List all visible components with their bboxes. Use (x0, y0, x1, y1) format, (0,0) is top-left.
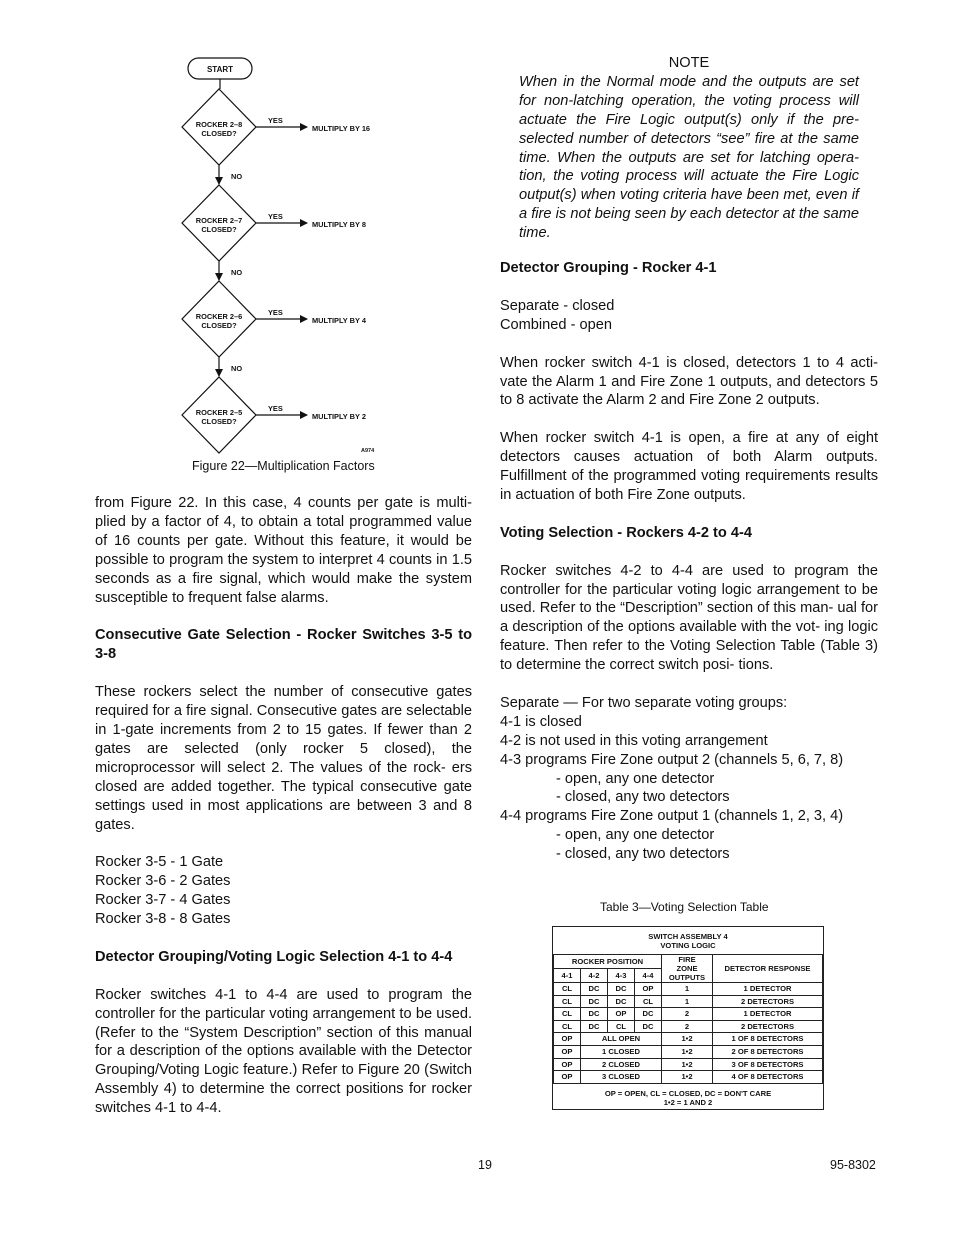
table-row (554, 1071, 823, 1084)
decision-label: ROCKER 2–7 (195, 216, 243, 225)
yes-label: YES (268, 212, 283, 221)
separate-closed: Separate - closed (500, 297, 615, 314)
detector-response-cell: 1 OF 8 DETECTORS (713, 1033, 823, 1046)
rocker-cell: DC (581, 995, 608, 1008)
result-label: MULTIPLY BY 16 (312, 124, 371, 133)
decision-label: ROCKER 2–6 (195, 312, 243, 321)
voting-list-item: 4-3 programs Fire Zone output 2 (channels 5, 6, 7, 8) (500, 751, 844, 768)
decision-label: CLOSED? (201, 225, 237, 234)
result-label: MULTIPLY BY 2 (312, 412, 366, 421)
detector-response-cell: 2 OF 8 DETECTORS (713, 1045, 823, 1058)
fire-zone-cell: 2 (662, 1008, 713, 1021)
fire-zone-cell: 1•2 (662, 1071, 713, 1084)
rocker-cell: OP (554, 1058, 581, 1071)
rocker-column-header: 4-1 (554, 969, 581, 983)
table-row (554, 1008, 823, 1021)
decision-label: CLOSED? (201, 129, 237, 138)
rocker-column-header: 4-2 (581, 969, 608, 983)
note-box (519, 54, 859, 243)
no-label: NO (231, 268, 243, 277)
rocker-span-cell: 1 CLOSED (581, 1045, 662, 1058)
detector-response-cell: 4 OF 8 DETECTORS (713, 1071, 823, 1084)
voting-logic-heading: Detector Grouping/Voting Logic Selection 4-1 to 4-4 (95, 948, 453, 965)
consecutive-gate-heading: Consecutive Gate Selection - Rocker Switches 3-5 to 3-8 (95, 627, 472, 663)
voting-list-item: Separate — For two separate voting groups: (500, 694, 788, 711)
intro-paragraph: from Figure 22. In this case, 4 counts per gate is multi- plied by a factor of 4, to obtain a total programmed value of 16 counts per gate. Without this feature, it would be possible to program the system to interpret 4 counts in 1.5 seconds as a fire signal, which would make the system susceptible to frequent false alarms. (95, 495, 472, 606)
rocker-cell: CL (608, 1020, 635, 1033)
table-row (554, 1058, 823, 1071)
rocker-cell: CL (554, 1008, 581, 1021)
detector-grouping-heading: Detector Grouping - Rocker 4-1 (500, 260, 717, 276)
voting-list-item: 4-4 programs Fire Zone output 1 (channels 1, 2, 3, 4) (500, 808, 844, 825)
rocker-gate-item: Rocker 3-7 - 4 Gates (95, 892, 231, 909)
fire-zone-cell: 1•2 (662, 1058, 713, 1071)
detector-response-cell: 3 OF 8 DETECTORS (713, 1058, 823, 1071)
table-row (554, 1045, 823, 1058)
detector-response-cell: 2 DETECTORS (713, 1020, 823, 1033)
rocker-cell: DC (608, 995, 635, 1008)
yes-label: YES (268, 308, 283, 317)
voting-list-item: 4-1 is closed (500, 713, 582, 730)
table-footer (554, 1083, 823, 1109)
table-caption: Table 3—Voting Selection Table (600, 900, 769, 914)
yes-label: YES (268, 116, 283, 125)
rocker-span-cell: 3 CLOSED (581, 1071, 662, 1084)
rocker-position-header: ROCKER POSITION (554, 955, 662, 969)
rocker-cell: OP (635, 983, 662, 996)
rocker-column-header: 4-4 (635, 969, 662, 983)
rocker-column-header: 4-3 (608, 969, 635, 983)
table-row (554, 995, 823, 1008)
rocker-cell: DC (581, 1008, 608, 1021)
left-column (95, 494, 472, 1118)
note-text: When in the Normal mode and the outputs are set for non-latching operation, the voting process will actuate the Fire Logic output(s) only if the pre- selected number of detectors “see” fire at the same time. When the outputs are set for latching opera- tion, the voting process will actuate the Fire Logic output(s) when voting criteria have been met, even if a fire is not being seen by each detector at the same time. (519, 73, 859, 242)
voting-arrangement-list (500, 694, 878, 864)
yes-label: YES (268, 404, 283, 413)
table-title-line1: SWITCH ASSEMBLY 4 (648, 932, 728, 941)
detector-response-cell: 1 DETECTOR (713, 1008, 823, 1021)
rocker-gate-item: Rocker 3-6 - 2 Gates (95, 873, 231, 890)
rocker-cell: OP (554, 1033, 581, 1046)
rocker-cell: CL (554, 995, 581, 1008)
rocker-span-cell: 2 CLOSED (581, 1058, 662, 1071)
no-label: NO (231, 172, 243, 181)
start-label: START (206, 65, 234, 74)
voting-list-item: 4-2 is not used in this voting arrangement (500, 732, 768, 749)
decision-label: ROCKER 2–5 (195, 408, 243, 417)
grouping-closed-paragraph: When rocker switch 4-1 is closed, detectors 1 to 4 acti- vate the Alarm 1 and Fire Zone 1 outputs, and detectors 5 to 8 activate the Alarm 2 and Fire Zone 2 outputs. (500, 354, 878, 409)
result-label: MULTIPLY BY 8 (312, 220, 366, 229)
fire-zone-cell: 1 (662, 983, 713, 996)
table-row (554, 1020, 823, 1033)
rocker-cell: DC (635, 1008, 662, 1021)
rocker-cell: CL (635, 995, 662, 1008)
document-number: 95-8302 (830, 1158, 876, 1172)
rocker-cell: DC (635, 1020, 662, 1033)
fire-zone-cell: 1 (662, 995, 713, 1008)
fire-zone-header: FIRE ZONE OUTPUTS (662, 955, 713, 983)
table-row (554, 983, 823, 996)
voting-logic-paragraph: Rocker switches 4-1 to 4-4 are used to program the controller for the particular voting arrangement to be used. (Refer to the “System Description” section of this manual for a description of the options available with the Detector Grouping/Voting Logic feature.) Refer to Figure 20 (Switch Assembly 4) to determine the correct positions for rocker switches 4-1 to 4-4. (95, 986, 472, 1117)
page-number: 19 (478, 1158, 492, 1172)
rocker-cell: CL (554, 983, 581, 996)
combined-open: Combined - open (500, 316, 612, 333)
voting-list-item: - closed, any two detectors (556, 789, 730, 806)
decision-label: ROCKER 2–8 (195, 120, 243, 129)
rocker-gate-item: Rocker 3-5 - 1 Gate (95, 854, 224, 871)
result-label: MULTIPLY BY 4 (312, 316, 366, 325)
rocker-cell: DC (608, 983, 635, 996)
voting-list-item: - open, any one detector (556, 770, 715, 787)
voting-selection-paragraph: Rocker switches 4-2 to 4-4 are used to program the controller for the particular voting logic arrangement to be used. Refer to the “Description” section of this man- ual for a description of the options available with the vot- ing logic feature. Then refer to the Voting Selection Table (Table 3) to determine the correct switch posi- tions. (500, 562, 878, 674)
no-label: NO (231, 364, 243, 373)
voting-selection-table (552, 926, 824, 1110)
table-row (554, 1033, 823, 1046)
fire-zone-cell: 1•2 (662, 1033, 713, 1046)
note-title: NOTE (668, 55, 710, 71)
decision-label: CLOSED? (201, 321, 237, 330)
rocker-cell: DC (581, 983, 608, 996)
rocker-cell: OP (608, 1008, 635, 1021)
voting-list-item: - open, any one detector (556, 827, 715, 844)
fire-zone-cell: 2 (662, 1020, 713, 1033)
fire-zone-cell: 1•2 (662, 1045, 713, 1058)
detector-response-cell: 2 DETECTORS (713, 995, 823, 1008)
right-column (500, 259, 878, 864)
detector-response-header: DETECTOR RESPONSE (713, 955, 823, 983)
grouping-open-paragraph: When rocker switch 4-1 is open, a fire at any of eight detectors causes actuation of both Alarm outputs. Fulfillment of the programmed voting requirements results in actuation of both Fire Zone outputs. (500, 430, 878, 503)
voting-selection-heading: Voting Selection - Rockers 4-2 to 4-4 (500, 524, 752, 541)
consecutive-gate-paragraph: These rockers select the number of consecutive gates required for a fire signal. Consecutive gates are selectable in 1-gate increments from 2 to 15 gates. If fewer than 2 gates are selected (only rocker 5 closed), the microprocessor will select 2. The values of the rock- ers closed are added together. The typical consecutive gate settings used in most applications are between 3 and 8 gates. (95, 684, 472, 833)
decision-label: CLOSED? (201, 417, 237, 426)
figure-code: A974 (361, 448, 375, 454)
figure-caption: Figure 22—Multiplication Factors (192, 459, 375, 473)
table-title-line2: VOTING LOGIC (660, 941, 716, 950)
table-title (554, 927, 823, 955)
table-legend: OP = OPEN, CL = CLOSED, DC = DON'T CARE (604, 1088, 772, 1098)
rocker-gate-item: Rocker 3-8 - 8 Gates (95, 911, 231, 928)
rocker-cell: CL (554, 1020, 581, 1033)
voting-list-item: - closed, any two detectors (556, 846, 730, 863)
rocker-gate-list (95, 853, 472, 929)
rocker-span-cell: ALL OPEN (581, 1033, 662, 1046)
table-legend-and: 1•2 = 1 AND 2 (663, 1097, 713, 1107)
rocker-cell: DC (581, 1020, 608, 1033)
rocker-cell: OP (554, 1071, 581, 1084)
detector-response-cell: 1 DETECTOR (713, 983, 823, 996)
rocker-cell: OP (554, 1045, 581, 1058)
